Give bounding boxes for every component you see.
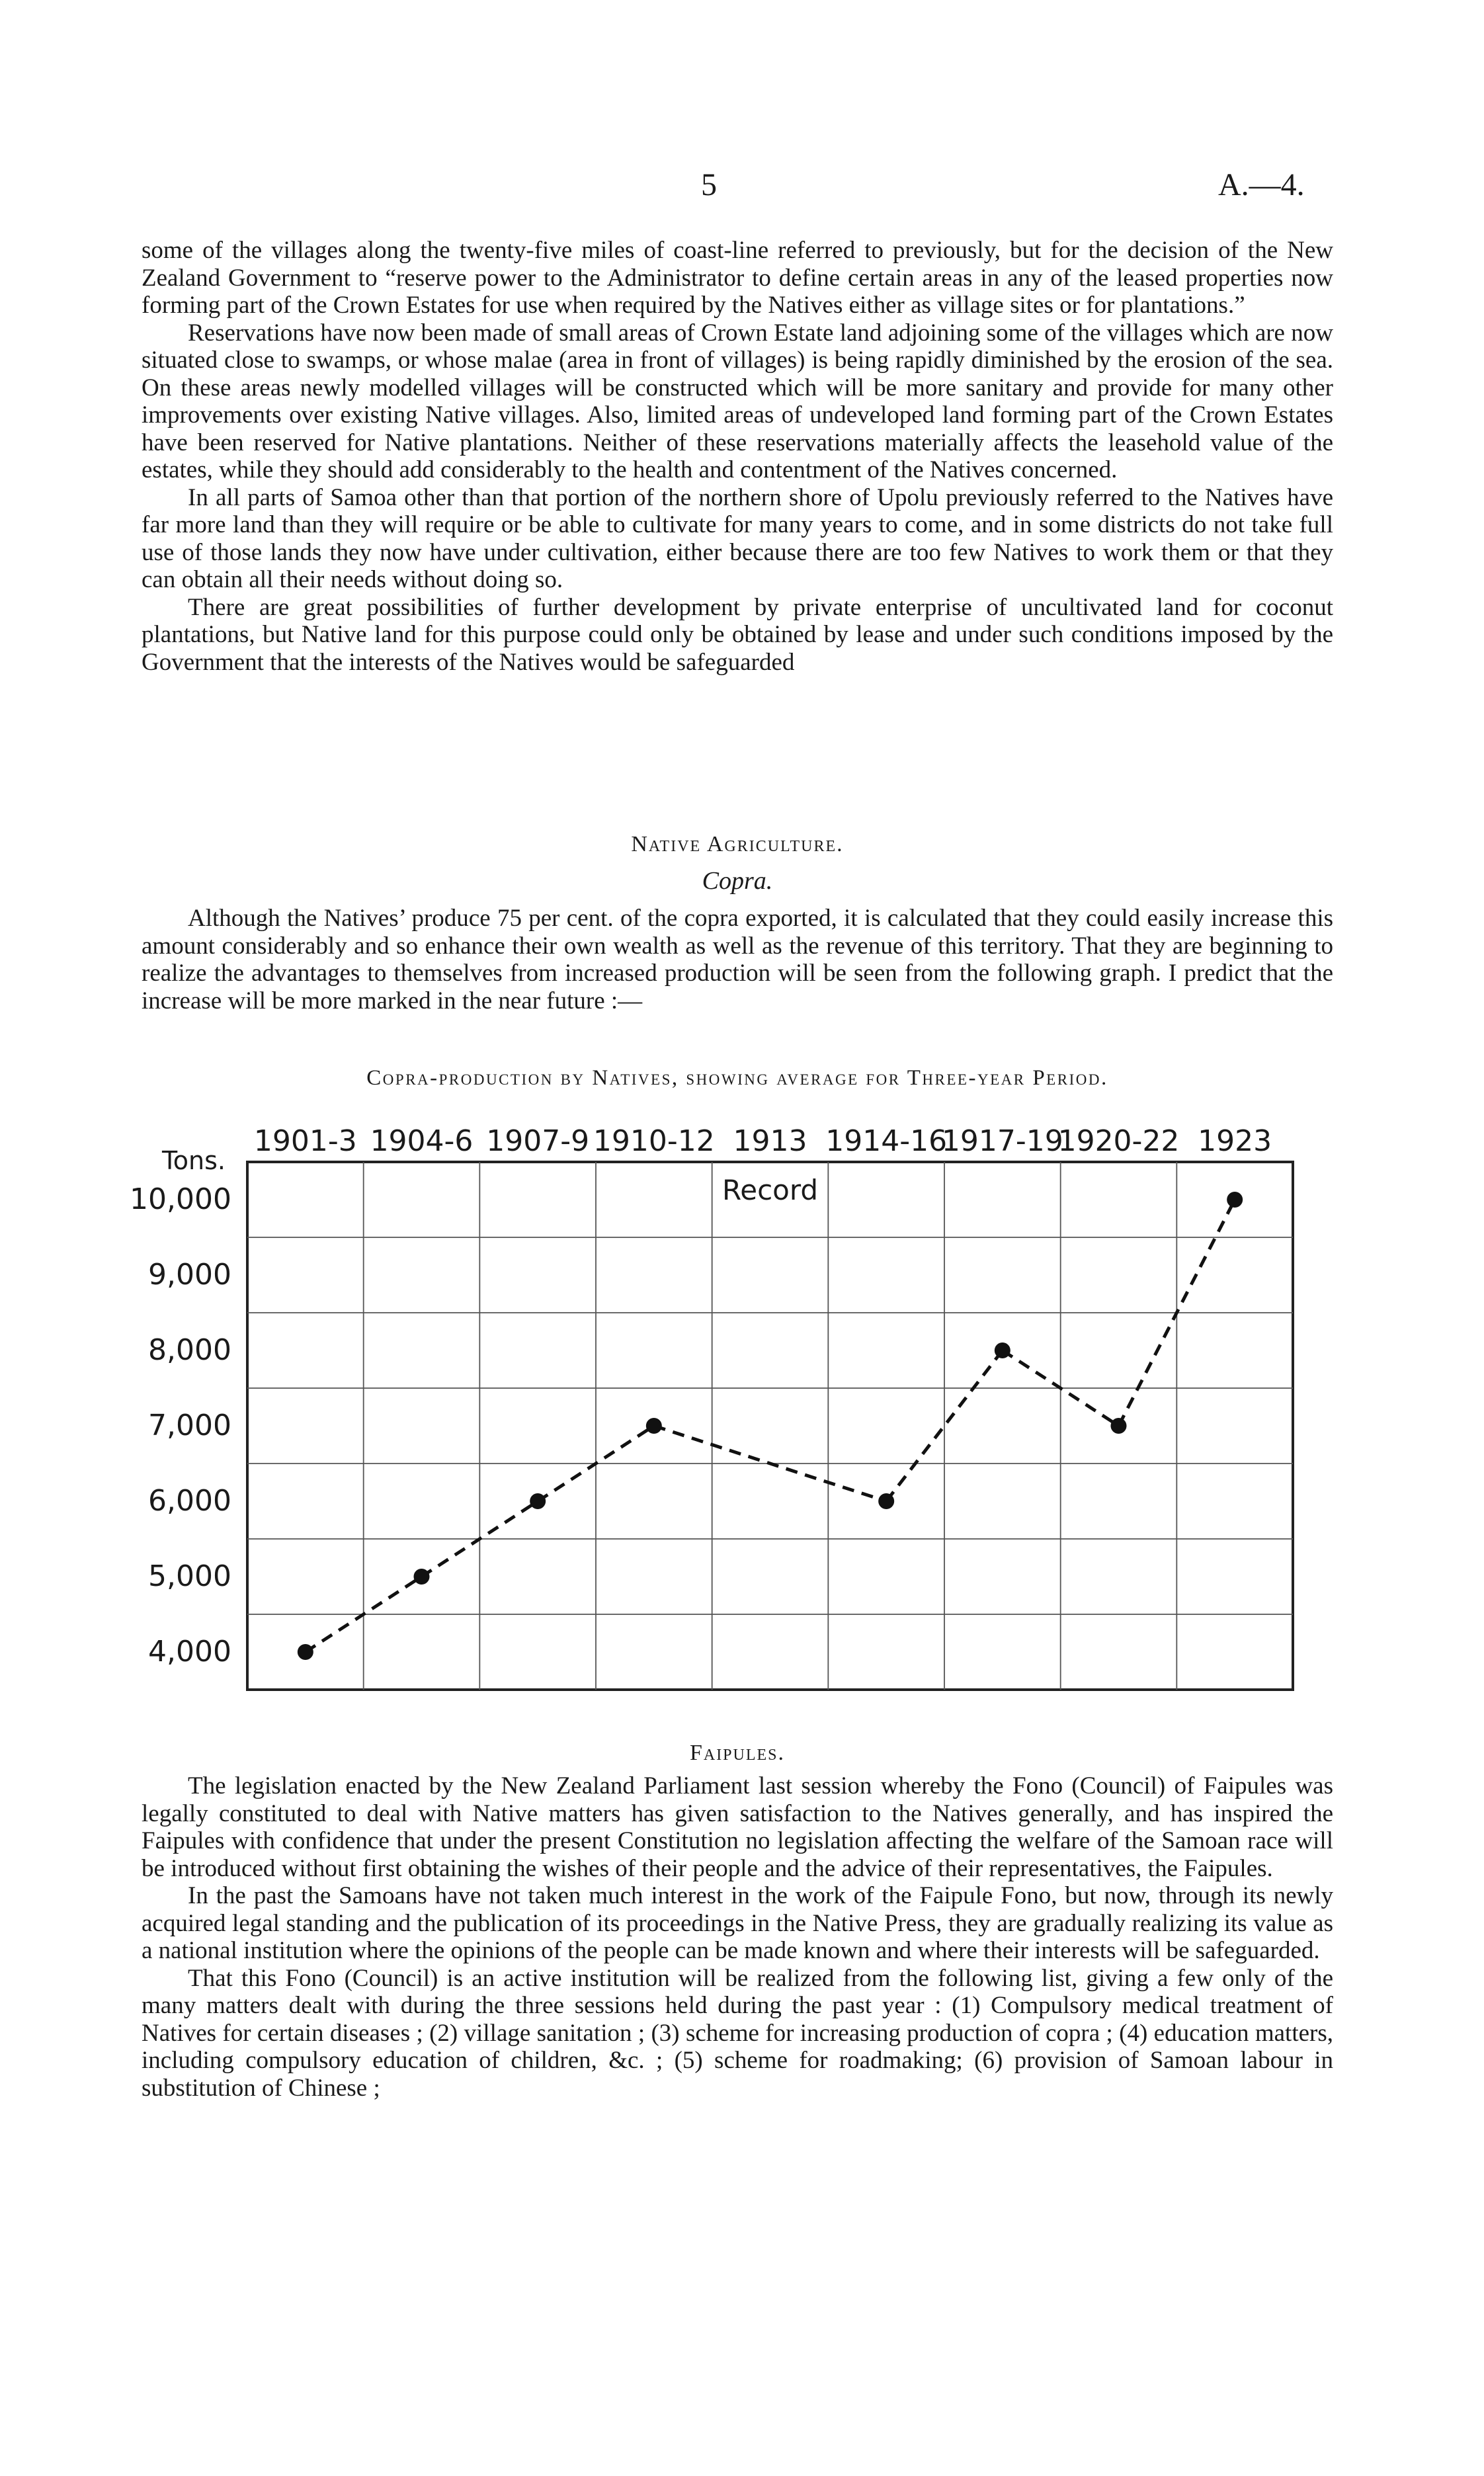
data-point [414,1569,430,1585]
y-tick-label: 5,000 [148,1559,231,1593]
x-category-label: 1901-3 [253,1124,357,1158]
paragraph: In all parts of Samoa other than that portion of the northern shore of Upolu previously referred to the Natives have far more land than they will require or be able to cultivate for many years to come, and in some districts do not take full use of those lands they now have under cultivation, either because there are too few Natives to work them or that they can obtain all their needs without doing so. [142,483,1333,593]
y-axis-label: Tons. [162,1146,226,1175]
x-category-label: 1904-6 [370,1124,474,1158]
chart-title: Copra-production by Natives, showing average for Three-year Period. [366,1066,1108,1090]
data-point [878,1493,894,1509]
y-tick-label: 9,000 [148,1258,231,1292]
chart-points [298,1192,1243,1660]
x-category-label: 1907-9 [486,1124,590,1158]
paragraph: Although the Natives’ produce 75 per cent. of the copra exported, it is calculated that they could easily increase this amount considerably and so enhance their own wealth as well as the revenue of this territory. That they are beginning to realize the advantages to themselves from increased production will be seen from the following graph. I predict that the increase will be more marked in the near future :— [142,905,1333,1014]
chart-labels [130,1124,1272,1669]
section-subheading-copra: Copra. [702,867,773,895]
paragraph: some of the villages along the twenty-five miles of coast-line referred to previously, but for the decision of the New Zealand Government to “reserve power to the Administrator to define certain areas in any of the leased properties now forming part of the Crown Estates for use when required by the Natives either as village sites or for plantations.” [142,237,1333,319]
annotation-label: Record [721,1174,819,1206]
section-heading-native-agriculture: Native Agriculture. [631,832,844,856]
paragraph: That this Fono (Council) is an active institution will be realized from the following list, giving a few only of the many matters dealt with during the three sessions held during the past year : (1) Compulsory medical treatment of Natives for certain diseases ; (2) village sanitation ; (3) scheme for increasing production of copra ; (4) education matters, including compulsory education of children, &c. ; (5) scheme for roadmaking; (6) provision of Samoan labour in substitution of Chinese ; [142,1964,1333,2102]
x-category-label: 1923 [1198,1124,1272,1158]
document-reference: A.—4. [1218,167,1305,202]
x-category-label: 1917-19 [941,1124,1063,1158]
paragraph: There are great possibilities of further development by private enterprise of uncultivated land for coconut plantations, but Native land for this purpose could only be obtained by lease and under such conditions imposed by the Government that the interests of the Natives would be safeguarded [142,593,1333,676]
data-point [298,1644,313,1660]
page-number: 5 [701,167,717,202]
y-tick-label: 10,000 [130,1182,231,1216]
data-point [1227,1192,1243,1208]
y-tick-label: 7,000 [148,1409,231,1442]
data-point [1111,1418,1127,1434]
x-category-label: 1913 [733,1124,807,1158]
section-heading-faipules: Faipules. [689,1741,786,1765]
y-tick-label: 8,000 [148,1333,231,1367]
x-category-label: 1910-12 [593,1124,715,1158]
data-point [646,1418,662,1434]
faipules-text [142,1772,1333,2102]
paragraph: The legislation enacted by the New Zealand Parliament last session whereby the Fono (Council) of Faipules was legally constituted to deal with Native matters has given satisfaction to the Natives generally, and has inspired the Faipules with confidence that under the present Constitution no legislation affecting the welfare of the Samoan race will be introduced without first obtaining the wishes of their people and the advice of their representatives, the Faipules. [142,1772,1333,1882]
plot-frame [247,1162,1293,1690]
y-tick-label: 6,000 [148,1484,231,1518]
paragraph: Reservations have now been made of small areas of Crown Estate land adjoining some of the villages which are now situated close to swamps, or whose malae (area in front of villages) is being rapidly diminished by the erosion of the sea. On these areas newly modelled villages will be constructed which will be more sanitary and provide for many other improvements over existing Native villages. Also, limited areas of undeveloped land forming part of the Crown Estates have been reserved for Native plantations. Neither of these reservations materially affects the leasehold value of the estates, while they should add considerably to the health and contentment of the Natives concerned. [142,319,1333,483]
x-category-label: 1914-16 [825,1124,948,1158]
data-point [530,1493,546,1509]
chart-grid [247,1162,1293,1690]
data-point [995,1342,1010,1358]
paragraph: In the past the Samoans have not taken much interest in the work of the Faipule Fono, but now, through its newly acquired legal standing and the publication of its proceedings in the Native Press, they are gradually realizing its value as a national institution where the opinions of the people can be made known and where their interests will be safeguarded. [142,1882,1333,1964]
y-tick-label: 4,000 [148,1635,231,1669]
chart-series-line [306,1200,1235,1652]
x-category-label: 1920-22 [1057,1124,1180,1158]
